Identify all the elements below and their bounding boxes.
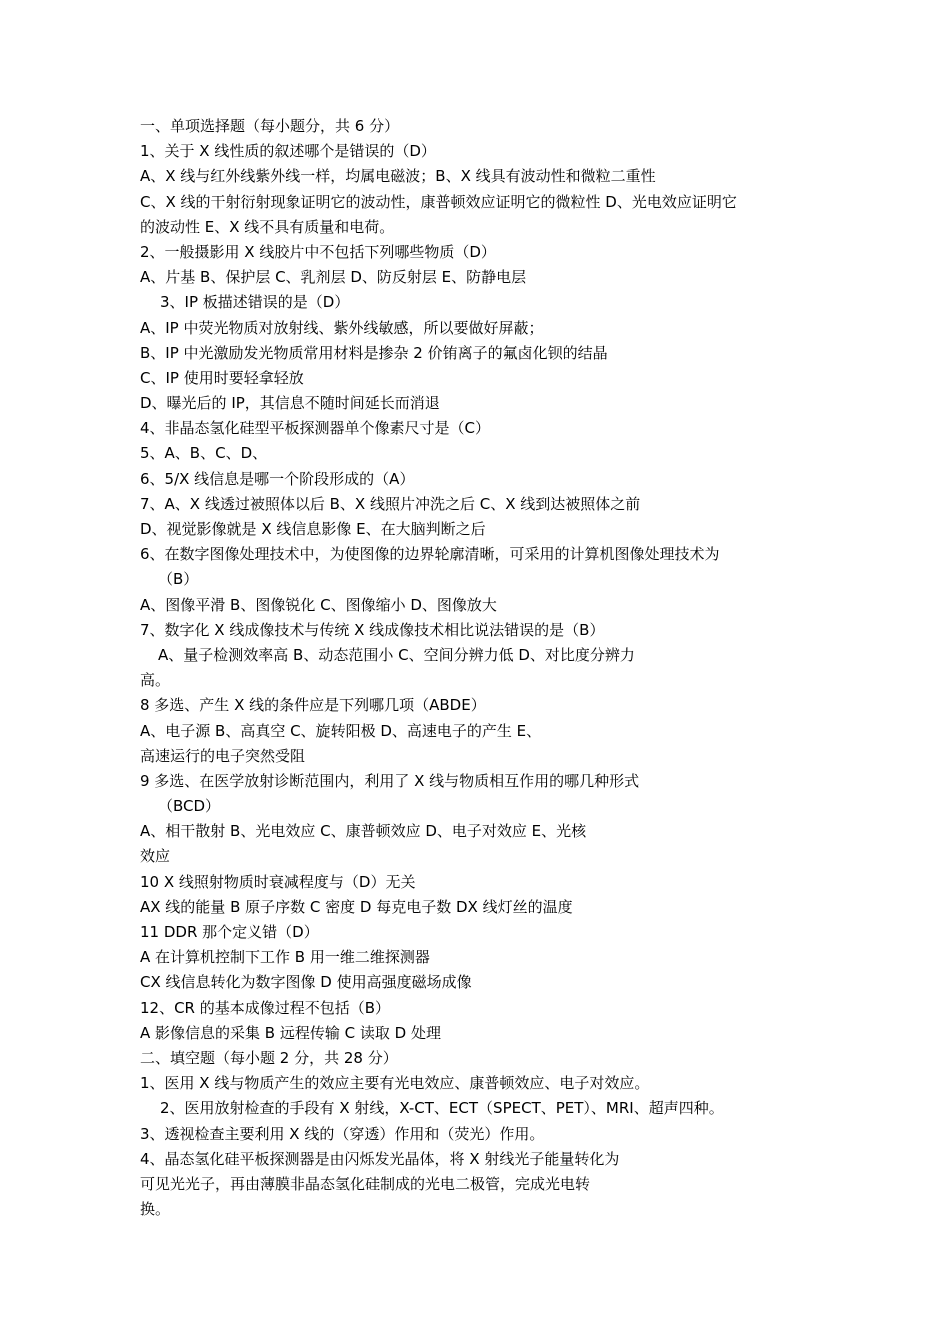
question-11-options-a-b: A 在计算机控制下工作 B 用一维二维探测器 (140, 948, 430, 967)
question-1-options-a-b: A、X 线与红外线紫外线一样，均属电磁波；B、X 线具有波动性和微粒二重性 (140, 167, 656, 186)
question-3-option-b: B、IP 中光激励发光物质常用材料是掺杂 2 价铕离子的氟卤化钡的结晶 (140, 343, 608, 362)
question-7a-options: D、视觉影像就是 X 线信息影像 E、在大脑判断之后 (140, 520, 486, 538)
question-3-option-d: D、曝光后的 IP，其信息不随时间延长而消退 (140, 394, 440, 413)
question-10-options: AX 线的能量 B 原子序数 C 密度 D 每克电子数 DX 线灯丝的温度 (140, 897, 573, 916)
question-6a: 6、5/X 线信息是哪一个阶段形成的（A） (140, 469, 415, 488)
question-9: 9 多选、在医学放射诊断范围内，利用了 X 线与物质相互作用的哪几种形式 (140, 771, 640, 790)
question-4: 4、非晶态氢化硅型平板探测器单个像素尺寸是（C） (140, 419, 491, 438)
question-12-options: A 影像信息的采集 B 远程传输 C 读取 D 处理 (140, 1023, 441, 1042)
question-1-options-cont: 的波动性 E、X 线不具有质量和电荷。 (140, 217, 395, 236)
fill-blank-2: 2、医用放射检查的手段有 X 射线，X-CT、ECT（SPECT、PET）、MRI、超声四种。 (160, 1099, 724, 1118)
question-2-options: A、片基 B、保护层 C、乳剂层 D、防反射层 E、防静电层 (140, 268, 527, 287)
fill-blank-4: 4、晶态氢化硅平板探测器是由闪烁发光晶体，将 X 射线光子能量转化为 (140, 1149, 620, 1168)
question-1-options-c-d: C、X 线的干射衍射现象证明它的波动性，康普顿效应证明它的微粒性 D、光电效应证明它 (140, 192, 737, 211)
question-7b: 7、数字化 X 线成像技术与传统 X 线成像技术相比说法错误的是（B） (140, 620, 605, 639)
question-11: 11 DDR 那个定义错（D） (140, 923, 319, 941)
question-5: 5、A、B、C、D、 (140, 444, 268, 463)
question-9-answer: （BCD） (158, 797, 221, 816)
question-8-options-cont: 高速运行的电子突然受阻 (140, 746, 306, 765)
question-10: 10 X 线照射物质时衰减程度与（D）无关 (140, 872, 416, 891)
document-body (140, 114, 820, 1222)
question-11-options-c-d: CX 线信息转化为数字图像 D 使用高强度磁场成像 (140, 973, 472, 992)
question-3-option-c: C、IP 使用时要轻拿轻放 (140, 368, 304, 387)
fill-blank-3: 3、透视检查主要利用 X 线的（穿透）作用和（荧光）作用。 (140, 1124, 545, 1143)
section-heading-single-choice: 一、单项选择题（每小题分，共 6 分） (140, 117, 400, 135)
section-heading-fill-blank: 二、填空题（每小题 2 分，共 28 分） (140, 1048, 398, 1067)
fill-blank-1: 1、医用 X 线与物质产生的效应主要有光电效应、康普顿效应、电子对效应。 (140, 1074, 650, 1093)
question-7a: 7、A、X 线透过被照体以后 B、X 线照片冲洗之后 C、X 线到达被照体之前 (140, 494, 641, 513)
question-8-options: A、电子源 B、高真空 C、旋转阳极 D、高速电子的产生 E、 (140, 721, 542, 740)
question-3: 3、IP 板描述错误的是（D） (160, 293, 350, 312)
question-9-options: A、相干散射 B、光电效应 C、康普顿效应 D、电子对效应 E、光核 (140, 822, 587, 841)
question-6b: 6、在数字图像处理技术中，为使图像的边界轮廓清晰，可采用的计算机图像处理技术为 (140, 545, 720, 564)
question-3-option-a: A、IP 中荧光物质对放射线、紫外线敏感，所以要做好屏蔽； (140, 318, 544, 337)
fill-blank-4-cont: 可见光光子，再由薄膜非晶态氢化硅制成的光电二极管，完成光电转 (140, 1174, 591, 1193)
fill-blank-4-end: 换。 (140, 1200, 171, 1219)
question-6b-options: A、图像平滑 B、图像锐化 C、图像缩小 D、图像放大 (140, 595, 497, 614)
question-12: 12、CR 的基本成像过程不包括（B） (140, 998, 391, 1017)
question-7b-options: A、量子检测效率高 B、动态范围小 C、空间分辨力低 D、对比度分辨力 (158, 645, 635, 664)
question-7b-options-cont: 高。 (140, 671, 171, 690)
question-2: 2、一般摄影用 X 线胶片中不包括下列哪些物质（D） (140, 242, 496, 261)
question-1: 1、关于 X 线性质的叙述哪个是错误的（D） (140, 142, 436, 161)
question-9-options-cont: 效应 (140, 847, 171, 866)
question-8: 8 多选、产生 X 线的条件应是下列哪几项（ABDE） (140, 696, 486, 715)
question-6b-answer: （B） (158, 570, 199, 589)
